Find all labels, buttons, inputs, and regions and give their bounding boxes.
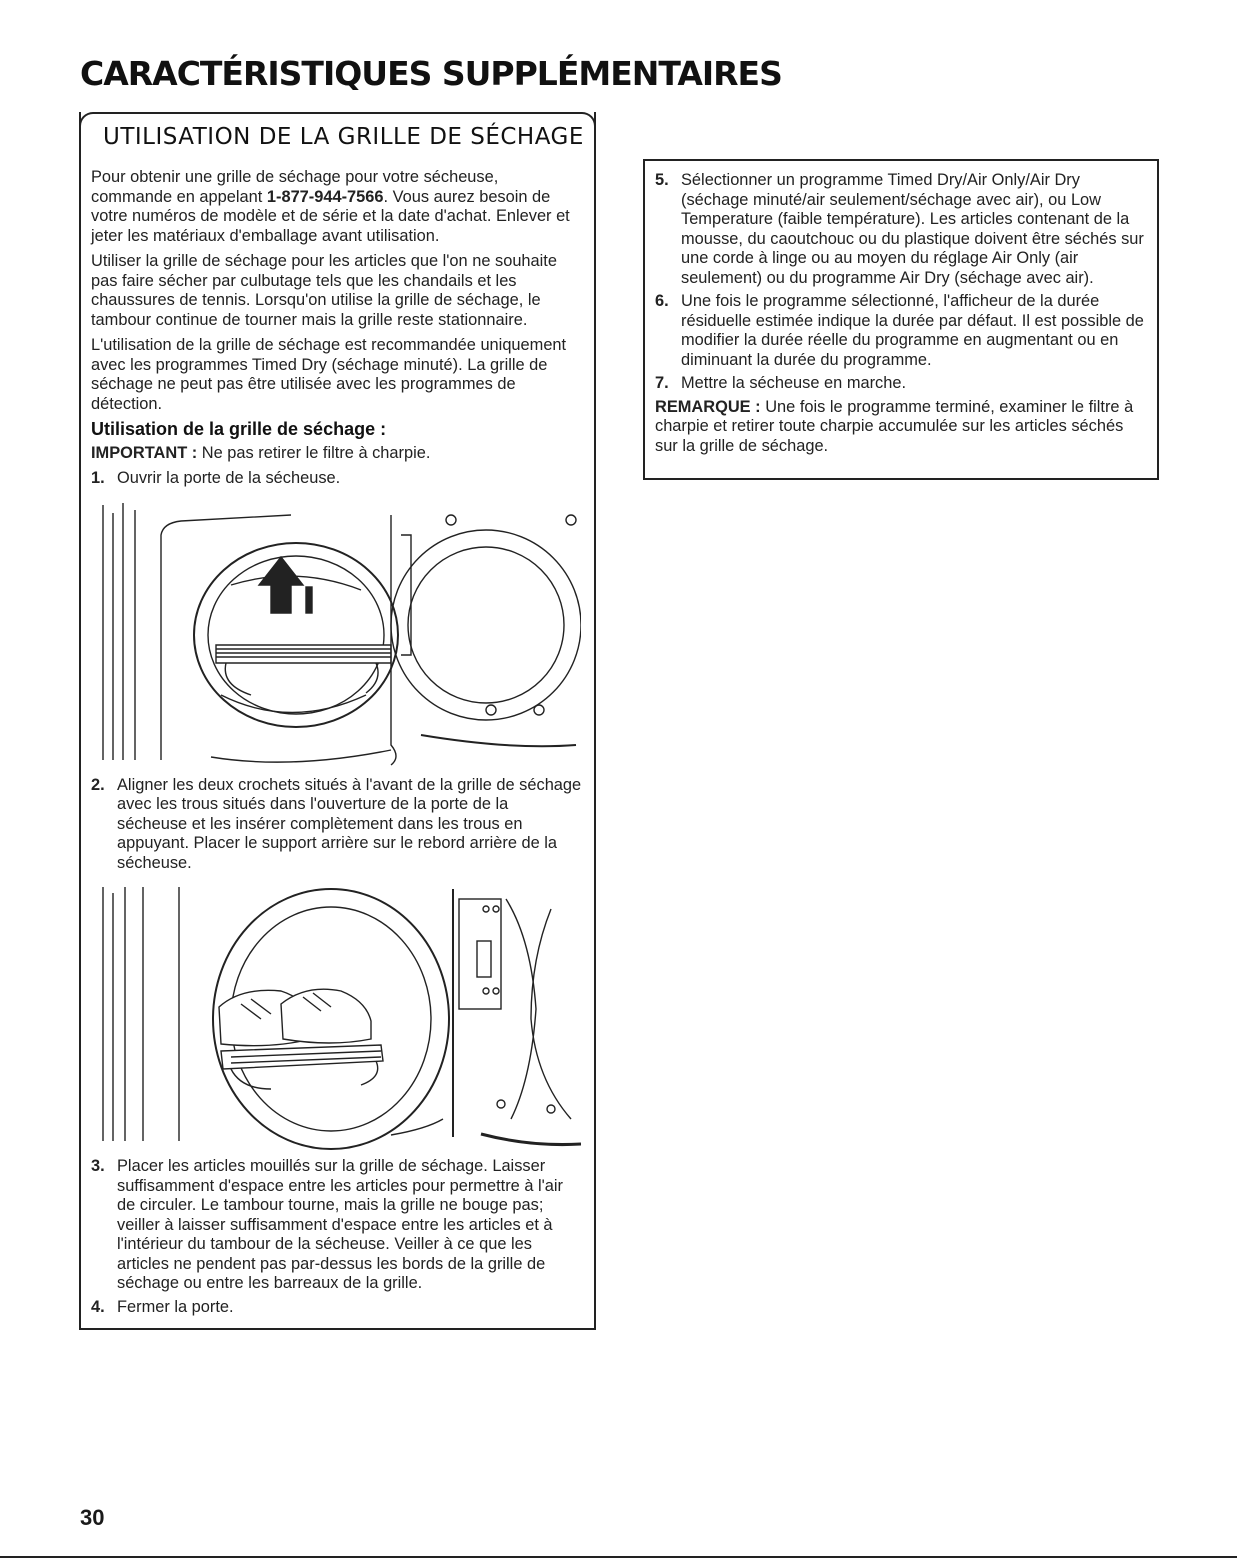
dryer-rack-shoes-illustration [91, 879, 581, 1151]
step-text: Ouvrir la porte de la sécheuse. [117, 469, 341, 487]
dryer-open-door-illustration [91, 495, 581, 770]
step-1 [91, 469, 582, 489]
important-note [91, 444, 582, 464]
step-number: 6. [655, 292, 669, 310]
important-label: IMPORTANT : [91, 443, 198, 462]
step-number: 7. [655, 374, 669, 392]
step-text: Aligner les deux crochets situés à l'avant de la grille de séchage avec les trous situés dans l'ouverture de la porte de la sécheuse et les insérer complètement dans les trous en appuyant. Placer le support arrière sur le rebord arrière de la sécheuse. [117, 775, 582, 872]
step-text: Placer les articles mouillés sur la grille de séchage. Laisser suffisamment d'espace entre les articles pour permettre à l'air de circuler. Le tambour tourne, mais la grille ne bouge pas; veiller à laisser suffisamment d'espace entre les articles et à l'intérieur du tambour de la sécheuse. Veiller à ce que les articles ne pendent pas par-dessus les bords de la grille de séchage ou entre les barreaux de la grille. [117, 1157, 563, 1292]
step-text: Mettre la sécheuse en marche. [681, 374, 907, 392]
remark-note [655, 398, 1147, 457]
intro-text: . Vous aurez besoin de votre numéros de modèle et de série et la date d'achat. Enlever et jeter les matériaux d'emballage avant utilisation. [91, 187, 570, 245]
intro-text: Pour obtenir une grille de séchage pour votre sécheuse, commande en appelant [91, 168, 499, 206]
step-number: 4. [91, 1297, 105, 1316]
step-3 [91, 1157, 582, 1294]
phone-number: 1-877-944-7566 [266, 187, 384, 206]
step-number: 3. [91, 1157, 105, 1175]
left-column-content [91, 168, 582, 1321]
intro-paragraph-2: Utiliser la grille de séchage pour les articles que l'on ne souhaite pas faire sécher par culbutage tels que les chandails et les chaussures de tennis. Lorsqu'on utilise la grille de séchage, le tambour continue de tourner mais la grille reste stationnaire. [91, 252, 557, 329]
intro-paragraph-1 [91, 168, 582, 246]
page-number: 30 [80, 1505, 105, 1530]
section-heading: UTILISATION DE LA GRILLE DE SÉCHAGE [103, 124, 584, 150]
step-4 [91, 1298, 582, 1318]
subheading: Utilisation de la grille de séchage : [91, 419, 387, 439]
step-5 [655, 171, 1147, 288]
step-text: Une fois le programme sélectionné, l'afficheur de la durée résiduelle estimée indique la durée par défaut. Il est possible de modifier la durée réelle du programme en augmentant ou en diminuant la durée du programme. [681, 292, 1144, 369]
step-text: Sélectionner un programme Timed Dry/Air Only/Air Dry (séchage minuté/air seulement/séchage avec air), ou Low Temperature (faible température). Les articles contenant de la mousse, du caoutchouc ou du plastique doivent être séchés sur une corde à linge ou au moyen du réglage Air Only (air seulement) ou du programme Air Dry (séchage avec air). [681, 171, 1144, 287]
step-number: 5. [655, 171, 669, 189]
step-2 [91, 776, 582, 874]
left-column-box [79, 112, 596, 1330]
intro-paragraph-3: L'utilisation de la grille de séchage est recommandée uniquement avec les programmes Timed Dry (séchage minuté). La grille de séchage ne peut pas être utilisée avec les programmes de détection. [91, 336, 567, 413]
page-bottom-rule [0, 1556, 1237, 1558]
right-column-content [655, 171, 1147, 462]
right-column-box [643, 159, 1159, 480]
page-title: CARACTÉRISTIQUES SUPPLÉMENTAIRES [80, 54, 782, 93]
remark-text: Une fois le programme terminé, examiner le filtre à charpie et retirer toute charpie accumulée sur les articles séchés sur la grille de séchage. [655, 397, 1134, 455]
remark-label: REMARQUE : [655, 397, 761, 416]
important-text: Ne pas retirer le filtre à charpie. [197, 443, 431, 462]
step-7 [655, 374, 1147, 394]
step-number: 1. [91, 469, 105, 487]
step-number: 2. [91, 775, 105, 794]
step-text: Fermer la porte. [117, 1297, 234, 1316]
step-6 [655, 292, 1147, 370]
